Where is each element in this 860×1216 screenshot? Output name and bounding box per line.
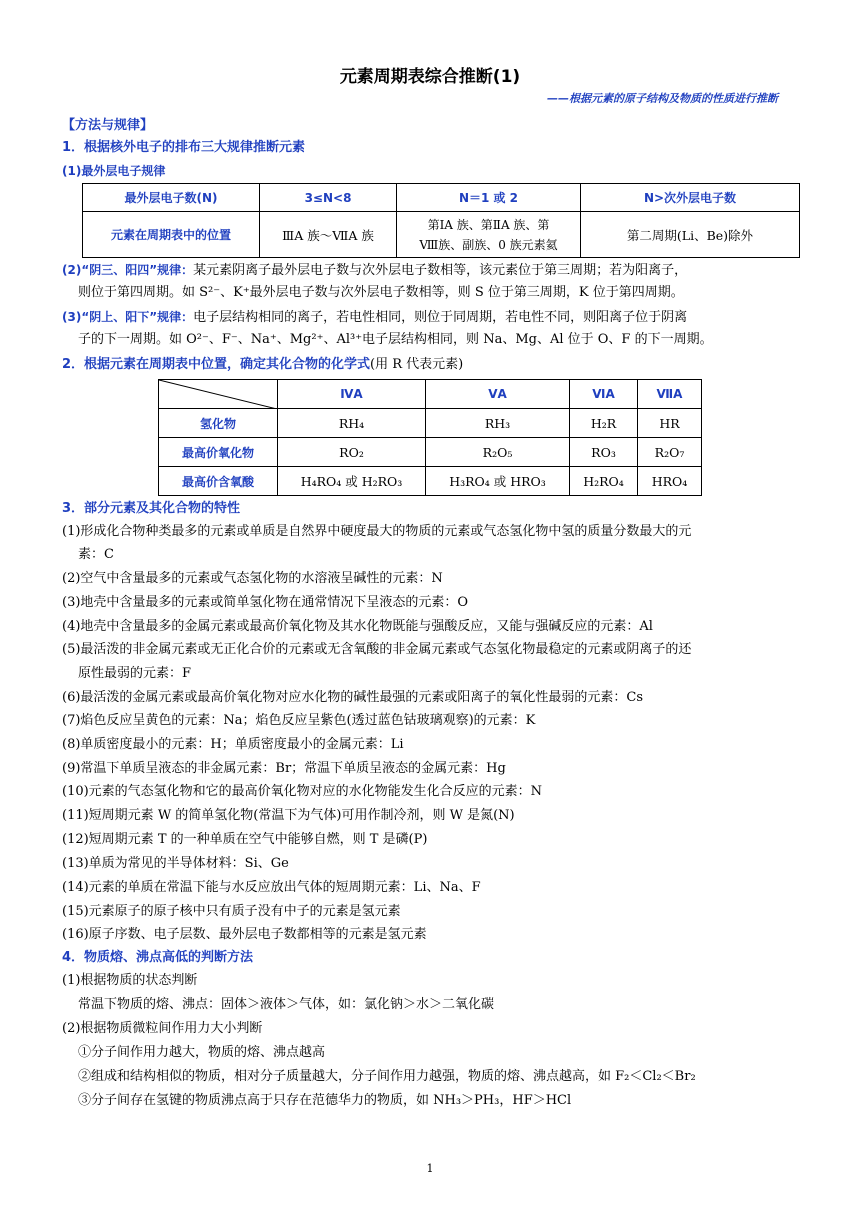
method-header: 【方法与规律】: [62, 118, 154, 133]
table-header-cell: ⅣA: [278, 380, 426, 409]
page-number: 1: [426, 1162, 434, 1175]
list-item: (8)单质密度最小的元素：H；单质密度最小的金属元素：Li: [62, 737, 404, 752]
list-item: ②组成和结构相似的物质，相对分子质量越大，分子间作用力越强，物质的熔、沸点越高，如 F₂＜Cl₂＜Br₂: [78, 1069, 696, 1084]
table-header-cell: ⅤA: [426, 380, 570, 409]
list-item: (13)单质为常见的半导体材料：Si、Ge: [62, 856, 289, 871]
page-title: 元素周期表综合推断(1): [339, 67, 521, 87]
table-cell: ⅢA 族～ⅦA 族: [260, 212, 397, 258]
list-item: (5)最活泼的非金属元素或无正化合价的元素或无含氧酸的非金属元素或气态氢化物最稳定的元素或阴离子的还: [62, 642, 692, 657]
table-cell: 第二周期(Li、Be)除外: [581, 212, 800, 258]
table-header-cell: 3≤N<8: [260, 184, 397, 212]
table-row-label: 最高价含氧酸: [159, 467, 278, 496]
rule-2-line-1: [62, 261, 687, 280]
rule-3-line-1: [62, 308, 687, 327]
table-header-cell: 最外层电子数(N): [83, 184, 260, 212]
page-subtitle: ——根据元素的原子结构及物质的性质进行推断: [547, 92, 778, 105]
section-1-heading: 1．根据核外电子的排布三大规律推断元素: [62, 140, 306, 155]
table-header-cell: ⅦA: [638, 380, 702, 409]
list-item: (12)短周期元素 T 的一种单质在空气中能够自燃，则 T 是磷(P): [62, 832, 428, 847]
table-cell: RH₃: [426, 409, 570, 438]
section-4-heading: 4．物质熔、沸点高低的判断方法: [62, 950, 254, 965]
list-item: (7)焰色反应呈黄色的元素：Na；焰色反应呈紫色(透过蓝色钴玻璃观察)的元素：K: [62, 713, 536, 728]
table-cell: H₃RO₄ 或 HRO₃: [426, 467, 570, 496]
list-item: (2)根据物质微粒间作用力大小判断: [62, 1021, 263, 1036]
list-item: (15)元素原子的原子核中只有质子没有中子的元素是氢元素: [62, 904, 401, 919]
table-cell: [397, 212, 581, 258]
rule-2-text: 某元素阴离子最外层电子数与次外层电子数相等，该元素位于第三周期；若为阳离子，: [193, 263, 688, 278]
list-item: (2)空气中含量最多的元素或气态氢化物的水溶液呈碱性的元素：N: [62, 571, 443, 586]
list-item: (6)最活泼的金属元素或最高价氧化物对应水化物的碱性最强的元素或阳离子的氧化性最弱的元素：Cs: [62, 690, 644, 705]
outer-electron-table: [82, 183, 800, 258]
table-cell-line: 第ⅠA 族、第ⅡA 族、第: [427, 217, 550, 232]
table-corner-cell: [159, 380, 278, 409]
list-item: ③分子间存在氢键的物质沸点高于只存在范德华力的物质，如 NH₃＞PH₃，HF＞HCl: [78, 1093, 572, 1108]
list-item: 常温下物质的熔、沸点：固体＞液体＞气体，如：氯化钠＞水＞二氧化碳: [78, 997, 495, 1012]
table-cell: H₄RO₄ 或 H₂RO₃: [278, 467, 426, 496]
table-cell: RO₃: [570, 438, 638, 467]
list-item: ①分子间作用力越大，物质的熔、沸点越高: [78, 1045, 326, 1060]
compound-formula-table: [158, 379, 702, 496]
table-cell: RO₂: [278, 438, 426, 467]
list-item: (11)短周期元素 W 的简单氢化物(常温下为气体)可用作制冷剂，则 W 是氮(N): [62, 808, 515, 823]
table-header-cell: ⅥA: [570, 380, 638, 409]
list-item: 素：C: [78, 547, 114, 562]
table-row-label: 氢化物: [159, 409, 278, 438]
list-item: (10)元素的气态氢化物和它的最高价氧化物对应的水化物能发生化合反应的元素：N: [62, 784, 543, 799]
table-cell: H₂R: [570, 409, 638, 438]
diagonal-line: [159, 380, 277, 409]
list-item: (1)根据物质的状态判断: [62, 973, 198, 988]
rule-2-line-2: 则位于第四周期。如 S²⁻、K⁺最外层电子数与次外层电子数相等，则 S 位于第三周期，K 位于第四周期。: [78, 285, 684, 300]
rule-3-line-2: 子的下一周期。如 O²⁻、F⁻、Na⁺、Mg²⁺、Al³⁺电子层结构相同，则 Na、Mg、Al 位于 O、F 的下一周期。: [78, 332, 713, 347]
table-cell: R₂O₇: [638, 438, 702, 467]
section-2-title: 2．根据元素在周期表中位置，确定其化合物的化学式: [62, 357, 371, 372]
list-item: 原性最弱的元素：F: [78, 666, 192, 681]
rule-3-label: (3)“阴上、阳下”规律：: [62, 310, 194, 324]
table-cell: H₂RO₄: [570, 467, 638, 496]
table-cell: HR: [638, 409, 702, 438]
list-item: (14)元素的单质在常温下能与水反应放出气体的短周期元素：Li、Na、F: [62, 880, 481, 895]
section-2-note: (用 R 代表元素): [370, 357, 464, 372]
table-row-label: 元素在周期表中的位置: [83, 212, 260, 258]
table-cell: RH₄: [278, 409, 426, 438]
list-item: (1)形成化合物种类最多的元素或单质是自然界中硬度最大的物质的元素或气态氢化物中氢的质量分数最大的元: [62, 524, 692, 539]
list-item: (9)常温下单质呈液态的非金属元素：Br；常温下单质呈液态的金属元素：Hg: [62, 761, 506, 776]
table-header-cell: N>次外层电子数: [581, 184, 800, 212]
rule-1-title: (1)最外层电子规律: [62, 164, 166, 178]
table-cell-line: Ⅷ族、副族、0 族元素氦: [419, 237, 558, 252]
table-cell: HRO₄: [638, 467, 702, 496]
table-cell: R₂O₅: [426, 438, 570, 467]
table-row-label: 最高价氧化物: [159, 438, 278, 467]
list-item: (16)原子序数、电子层数、最外层电子数都相等的元素是氢元素: [62, 927, 427, 942]
list-item: (3)地壳中含量最多的元素或简单氢化物在通常情况下呈液态的元素：O: [62, 595, 469, 610]
rule-3-text: 电子层结构相同的离子，若电性相同，则位于同周期，若电性不同，则阳离子位于阴离: [193, 310, 688, 325]
section-2-heading: [62, 356, 463, 374]
section-3-heading: 3．部分元素及其化合物的特性: [62, 501, 241, 516]
rule-2-label: (2)“阴三、阳四”规律：: [62, 263, 194, 277]
list-item: (4)地壳中含量最多的金属元素或最高价氧化物及其水化物既能与强酸反应，又能与强碱反应的元素：Al: [62, 619, 653, 634]
table-header-cell: N＝1 或 2: [397, 184, 581, 212]
